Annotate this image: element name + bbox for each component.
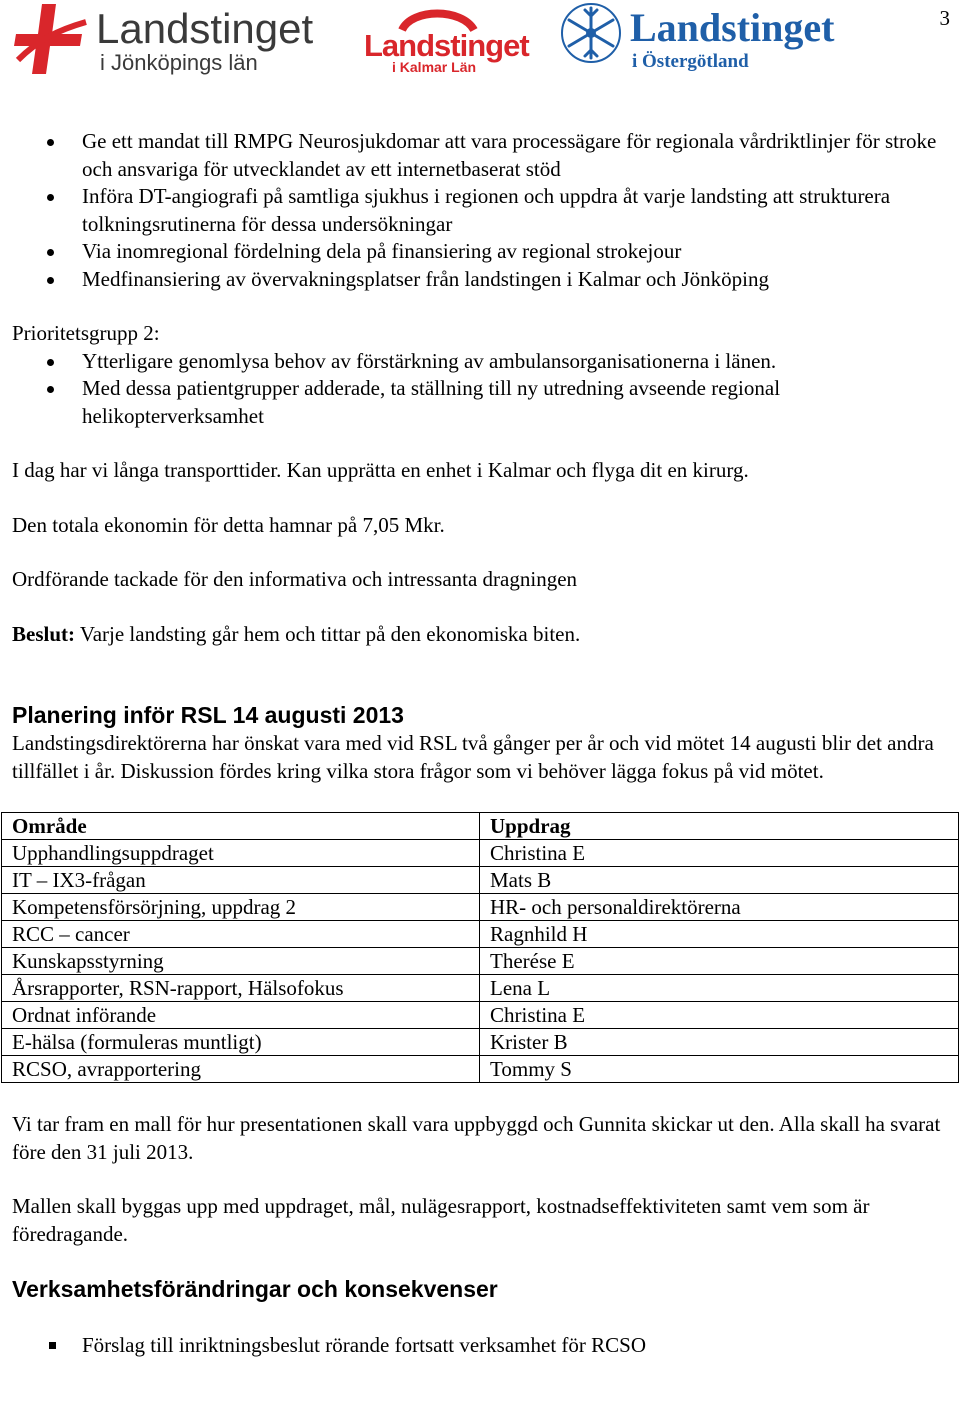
table-header-row	[2, 813, 959, 840]
page-number: 3	[939, 6, 950, 30]
table-cell: Lena L	[480, 975, 959, 1002]
paragraph: Den totala ekonomin för detta hamnar på 7,05 Mkr.	[12, 512, 445, 537]
list-item: Förslag till inriktningsbeslut rörande fortsatt verksamhet för RCSO	[12, 1332, 957, 1360]
logo-landstinget-kalmar	[362, 0, 529, 78]
table-cell: Christina E	[480, 840, 959, 867]
table-cell: Ordnat införande	[2, 1002, 480, 1029]
table-cell: E-hälsa (formuleras muntligt)	[2, 1029, 480, 1056]
table-cell: HR- och personaldirektörerna	[480, 894, 959, 921]
priority-heading: Prioritetsgrupp 2:	[12, 321, 160, 345]
table-cell: Therése E	[480, 948, 959, 975]
table-cell: Krister B	[480, 1029, 959, 1056]
table-row	[2, 975, 959, 1002]
section-intro: Landstingsdirektörerna har önskat vara med vid RSL två gånger per år och vid mötet 14 augusti blir det andra tillfället i år. Diskussion fördes kring vilka stora frågor som vi behöver lägga fokus på vid mötet.	[12, 731, 934, 783]
section-heading: Verksamhetsförändringar och konsekvenser	[12, 1276, 498, 1302]
table-row	[2, 894, 959, 921]
table-cell: Upphandlingsuppdraget	[2, 840, 480, 867]
decision-text: Varje landsting går hem och tittar på den ekonomiska biten.	[75, 621, 581, 646]
table-cell: Årsrapporter, RSN-rapport, Hälsofokus	[2, 975, 480, 1002]
logo-name: Landstinget	[364, 28, 529, 63]
jonkoping-mark-icon	[8, 0, 88, 78]
bullet-list-priority	[12, 348, 957, 431]
logo-sub: i Jönköpings län	[100, 50, 258, 75]
table-cell: Christina E	[480, 1002, 959, 1029]
table-cell: Tommy S	[480, 1056, 959, 1083]
table-row	[2, 1056, 959, 1083]
table-row	[2, 867, 959, 894]
table-row	[2, 1029, 959, 1056]
table-cell: IT – IX3-frågan	[2, 867, 480, 894]
table-cell: RCC – cancer	[2, 921, 480, 948]
table-header-cell: Uppdrag	[480, 813, 959, 840]
page-header	[0, 0, 960, 80]
assignment-table	[1, 812, 959, 1083]
list-item: Införa DT-angiografi på samtliga sjukhus i regionen och uppdra åt varje landsting att strukturera tolkningsrutinerna för dessa undersökningar	[12, 183, 957, 238]
list-item: Via inomregional fördelning dela på finansiering av regional strokejour	[12, 238, 957, 266]
paragraph: Ordförande tackade för den informativa och intressanta dragningen	[12, 567, 578, 591]
table-cell: RCSO, avrapportering	[2, 1056, 480, 1083]
decision-label: Beslut:	[12, 621, 75, 646]
page-content	[12, 128, 957, 1360]
snowflake-emblem-icon	[560, 2, 622, 64]
logo-landstinget-ostergotland	[560, 0, 860, 78]
section-heading: Planering inför RSL 14 augusti 2013	[12, 702, 404, 728]
table-cell: Ragnhild H	[480, 921, 959, 948]
logo-name: Landstinget	[96, 5, 314, 52]
paragraph: I dag har vi långa transporttider. Kan upprätta en enhet i Kalmar och flyga dit en kirurg.	[12, 458, 749, 482]
paragraph: Mallen skall byggas upp med uppdraget, mål, nulägesrapport, kostnadseffektiviteten samt vem som är föredragande.	[12, 1194, 870, 1246]
decision-paragraph	[12, 621, 957, 649]
logo-sub: i Kalmar Län	[392, 59, 477, 75]
list-item: Ge ett mandat till RMPG Neurosjukdomar att vara processägare för regionala vårdriktlinjer för stroke och ansvariga för utvecklandet av ett internetbaserat stöd	[12, 128, 957, 183]
logo-name: Landstinget	[630, 5, 835, 50]
table-row	[2, 921, 959, 948]
table-row	[2, 948, 959, 975]
list-item: Medfinansiering av övervakningsplatser från landstingen i Kalmar och Jönköping	[12, 266, 957, 294]
paragraph: Vi tar fram en mall för hur presentationen skall vara uppbyggd och Gunnita skickar ut den. Alla skall ha svarat före den 31 juli 2013.	[12, 1112, 941, 1164]
table-cell: Kompetensförsörjning, uppdrag 2	[2, 894, 480, 921]
list-item: Ytterligare genomlysa behov av förstärkning av ambulansorganisationerna i länen.	[12, 348, 957, 376]
table-row	[2, 1002, 959, 1029]
bullet-list-changes	[12, 1332, 957, 1360]
logo-landstinget-jonkoping	[8, 0, 328, 78]
table-cell: Mats B	[480, 867, 959, 894]
logo-sub: i Östergötland	[632, 51, 749, 72]
table-row	[2, 840, 959, 867]
table-cell: Kunskapsstyrning	[2, 948, 480, 975]
bullet-list-decisions	[12, 128, 957, 293]
table-header-cell: Område	[2, 813, 480, 840]
list-item: Med dessa patientgrupper adderade, ta ställning till ny utredning avseende regional helikopterverksamhet	[12, 375, 957, 430]
